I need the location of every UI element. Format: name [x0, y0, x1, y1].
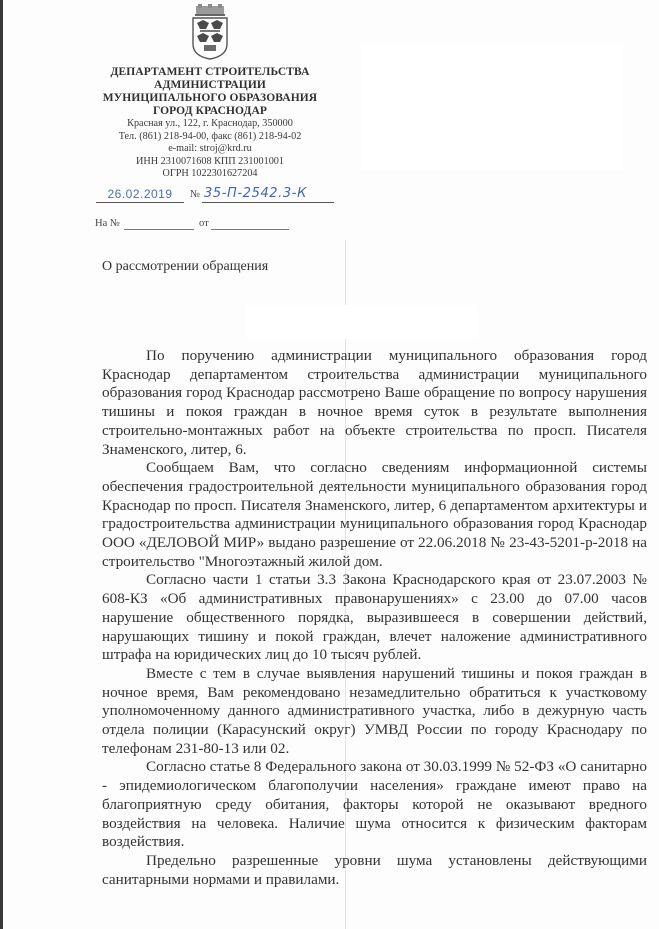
organization-contacts	[80, 118, 340, 181]
body-paragraph: По поручению администрации муниципального образования город Краснодар департаментом строительства администрации муниципального образования город Краснодар рассмотрено Ваше обращение по вопросу нарушения тишины и покоя граждан в ночное время суток в результате выполнения строительно-монтажных работ на объекте строительства по просп. Писателя Знаменского, литер, 6.	[102, 347, 647, 458]
org-line: ДЕПАРТАМЕНТ СТРОИТЕЛЬСТВА	[110, 66, 310, 78]
body-paragraph: Сообщаем Вам, что согласно сведениям информационной системы обеспечения градостроительной деятельности муниципального образования город Краснодар по просп. Писателя Знаменского, литер, 6 департаментом архитектуры и градостроительства администрации муниципального образования город Краснодар ООО «ДЕЛОВОЙ МИР» выдано разрешение от 22.06.2018 № 23-43-5201-р-2018 на строительство "Многоэтажный жилой дом.	[102, 459, 647, 570]
org-line: АДМИНИСТРАЦИИ	[154, 79, 266, 91]
number-sign: №	[190, 189, 201, 200]
body-paragraph: Согласно статье 8 Федерального закона от 30.03.1999 № 52-ФЗ «О санитарно - эпидемиологическом благополучии населения» граждане имеют право на благоприятную среду обитания, факторы которой не оказывают вредного воздействия на человека. Наличие шума относится к физическим факторам воздействия.	[102, 758, 647, 851]
reference-number-blank	[124, 229, 194, 230]
coat-of-arms-icon	[186, 4, 234, 60]
registration-number: 35-П-2542.3-К	[202, 186, 334, 203]
body-paragraph: Предельно разрешенные уровни шума установлены действующими санитарными нормами и правилами.	[102, 851, 647, 888]
reference-number-label: На №	[95, 218, 120, 229]
body-paragraph: Вместе с тем в случае выявления нарушений тишины и покоя граждан в ночное время, Вам рекомендовано незамедлительно обратиться к участковому уполномоченному данного административного участка, либо в дежурную часть отдела полиции (Карасунский округ) УМВД России по городу Краснодару по телефонам 231-80-13 или 02.	[102, 664, 647, 757]
letter-subject: О рассмотрении обращения	[102, 259, 269, 274]
org-line: МУНИЦИПАЛЬНОГО ОБРАЗОВАНИЯ	[102, 92, 318, 104]
phone-line: Тел. (861) 218-94-00, факс (861) 218-94-02	[118, 130, 302, 142]
registration-date: 26.02.2019	[96, 186, 184, 203]
redacted-addressee	[361, 45, 623, 170]
inn-kpp-line: ИНН 2310071608 КПП 231001001	[135, 155, 284, 167]
ogrn-line: ОГРН 1022301627204	[162, 168, 258, 180]
letter-body	[102, 347, 647, 889]
email-line: e-mail: stroj@krd.ru	[168, 143, 252, 155]
reference-date-label: от	[199, 218, 209, 229]
organization-name	[80, 66, 340, 118]
org-line: ГОРОД КРАСНОДАР	[152, 105, 268, 117]
reference-date-blank	[211, 229, 289, 230]
address-line: Красная ул., 122, г. Краснодар, 350000	[127, 118, 293, 129]
body-paragraph: Согласно части 1 статьи 3.3 Закона Краснодарского края от 23.07.2003 № 608-КЗ «Об административных правонарушениях» с 23.00 до 07.00 часов нарушение общественного порядка, выразившееся в совершении действий, нарушающих тишину и покой граждан, влечет наложение административного штрафа на юридических лиц до 10 тысяч рублей.	[102, 571, 647, 664]
redacted-salutation	[246, 305, 478, 339]
